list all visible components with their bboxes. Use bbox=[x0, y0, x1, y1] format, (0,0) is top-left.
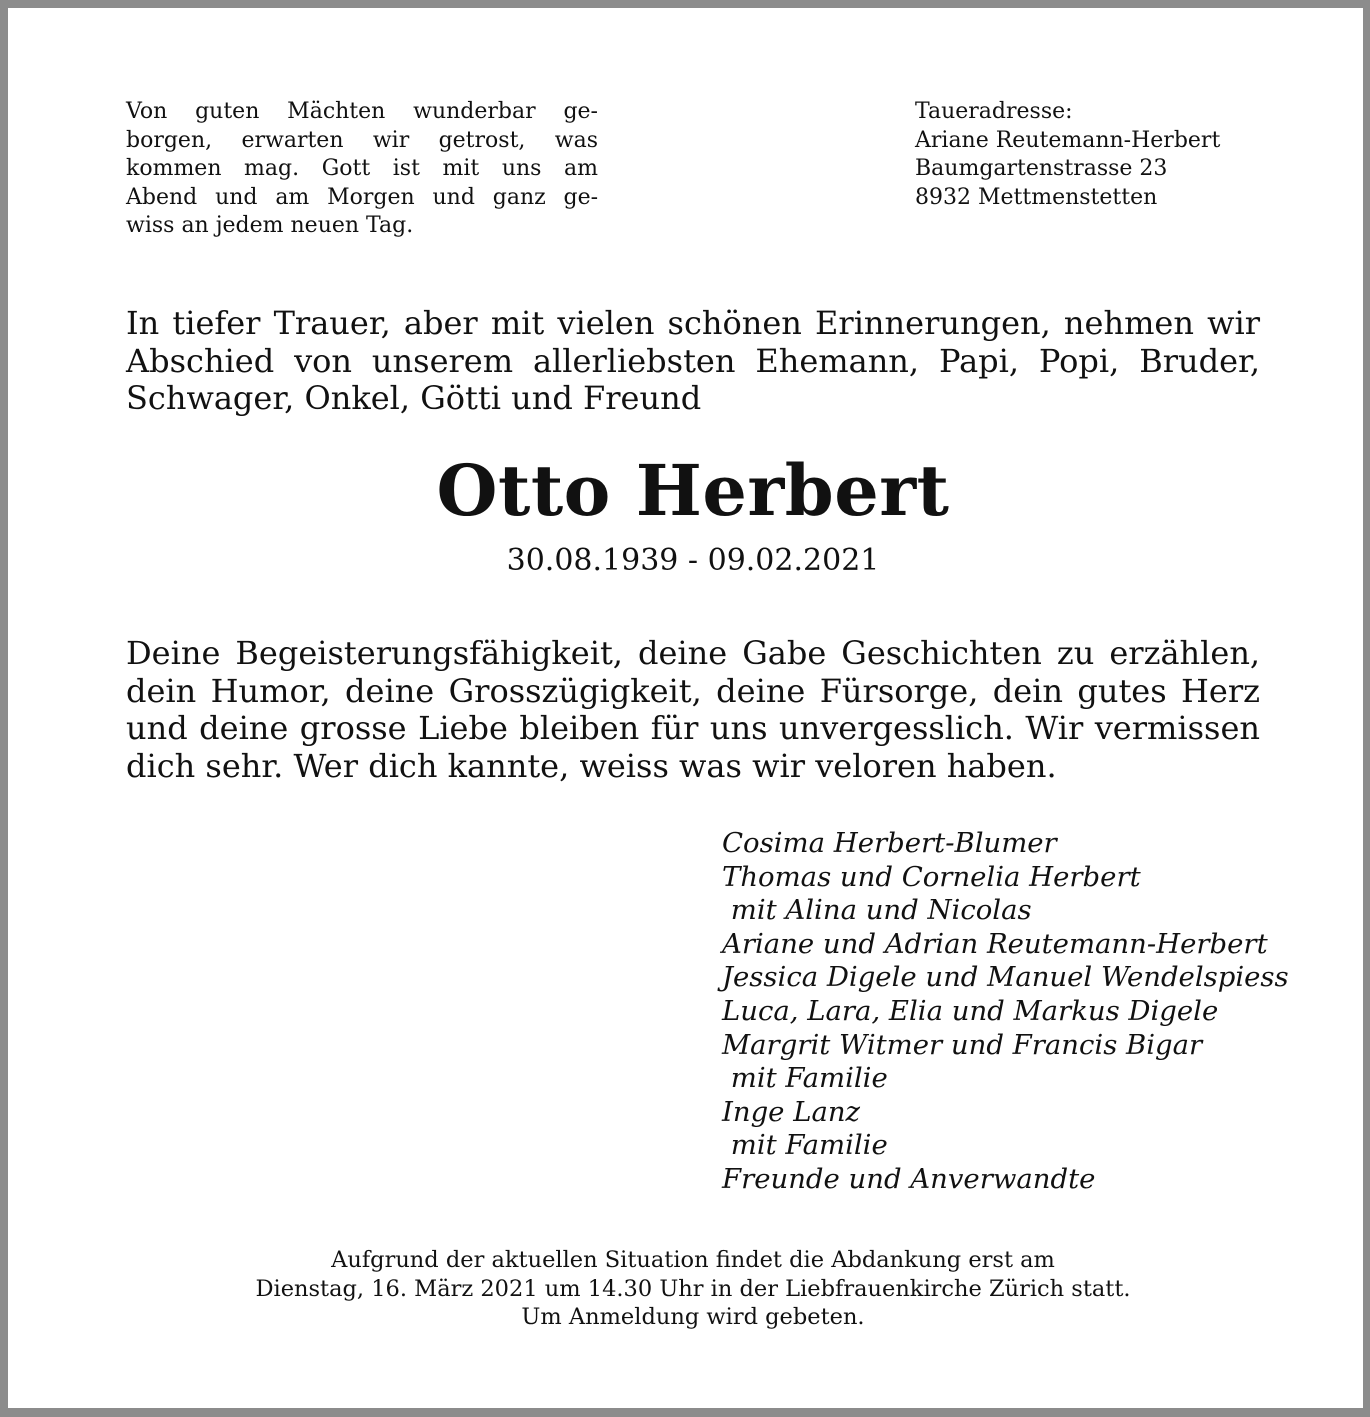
intro-paragraph bbox=[126, 305, 1260, 418]
address-street: Baumgartenstrasse 23 bbox=[915, 156, 1168, 182]
funeral-notice bbox=[8, 1246, 1370, 1332]
tribute-line: dich sehr. Wer dich kannte, weiss was wir veloren haben. bbox=[126, 747, 1057, 786]
motto-line: Abend und am Morgen und ganz ge- bbox=[126, 184, 599, 210]
motto-verse bbox=[126, 98, 598, 241]
mourner-entry: mit Alina und Nicolas bbox=[722, 894, 1032, 927]
motto-line: borgen, erwarten wir getrost, was bbox=[126, 127, 598, 153]
deceased-name: Otto Herbert bbox=[436, 449, 950, 532]
notice-line: Aufgrund der aktuellen Situation findet die Abdankung erst am bbox=[331, 1247, 1055, 1273]
mourner-entry: Ariane und Adrian Reutemann-Herbert bbox=[722, 927, 1268, 960]
mourner-entry: Inge Lanz bbox=[722, 1095, 861, 1128]
notice-line: Um Anmeldung wird gebeten. bbox=[521, 1304, 865, 1331]
tribute-line: und deine grosse Liebe bleiben für uns unvergesslich. Wir vermissen bbox=[126, 709, 1260, 748]
notice-line: Dienstag, 16. März 2021 um 14.30 Uhr in der Liebfrauenkirche Zürich statt. bbox=[255, 1275, 1131, 1302]
motto-line: kommen mag. Gott ist mit uns am bbox=[126, 156, 598, 182]
motto-line: wiss an jedem neuen Tag. bbox=[126, 213, 414, 239]
address-city: 8932 Mettmenstetten bbox=[915, 184, 1158, 210]
mourner-entry: Margrit Witmer und Francis Bigar bbox=[722, 1028, 1203, 1061]
motto-line: Von guten Mächten wunderbar ge- bbox=[126, 99, 598, 124]
address-name: Ariane Reutemann-Herbert bbox=[915, 127, 1221, 153]
intro-line: Abschied von unserem allerliebsten Ehemann, Papi, Popi, Bruder, bbox=[126, 341, 1260, 380]
intro-line: Schwager, Onkel, Götti und Freund bbox=[126, 379, 702, 417]
mourner-entry: mit Familie bbox=[722, 1129, 888, 1162]
tribute-line: dein Humor, deine Grosszügigkeit, deine Fürsorge, dein gutes Herz bbox=[126, 671, 1260, 710]
mourner-entry: Thomas und Cornelia Herbert bbox=[722, 860, 1141, 893]
tribute-paragraph bbox=[126, 635, 1260, 786]
life-dates: 30.08.1939 - 09.02.2021 bbox=[506, 543, 880, 578]
mourners-list bbox=[722, 827, 1289, 1197]
mourner-entry: Cosima Herbert-Blumer bbox=[722, 827, 1057, 859]
mourner-entry: Luca, Lara, Elia und Markus Digele bbox=[722, 994, 1219, 1027]
mourner-entry: Freunde und Anverwandte bbox=[722, 1162, 1096, 1195]
tribute-line: Deine Begeisterungsfähigkeit, deine Gabe Geschichten zu erzählen, bbox=[126, 634, 1261, 672]
mourner-entry: Jessica Digele und Manuel Wendelspiess bbox=[722, 961, 1289, 994]
address-heading: Taueradresse: bbox=[915, 99, 1073, 124]
intro-line: In tiefer Trauer, aber mit vielen schönen Erinnerungen, nehmen wir bbox=[126, 304, 1260, 342]
mourning-address bbox=[915, 98, 1220, 212]
mourner-entry: mit Familie bbox=[722, 1062, 888, 1095]
